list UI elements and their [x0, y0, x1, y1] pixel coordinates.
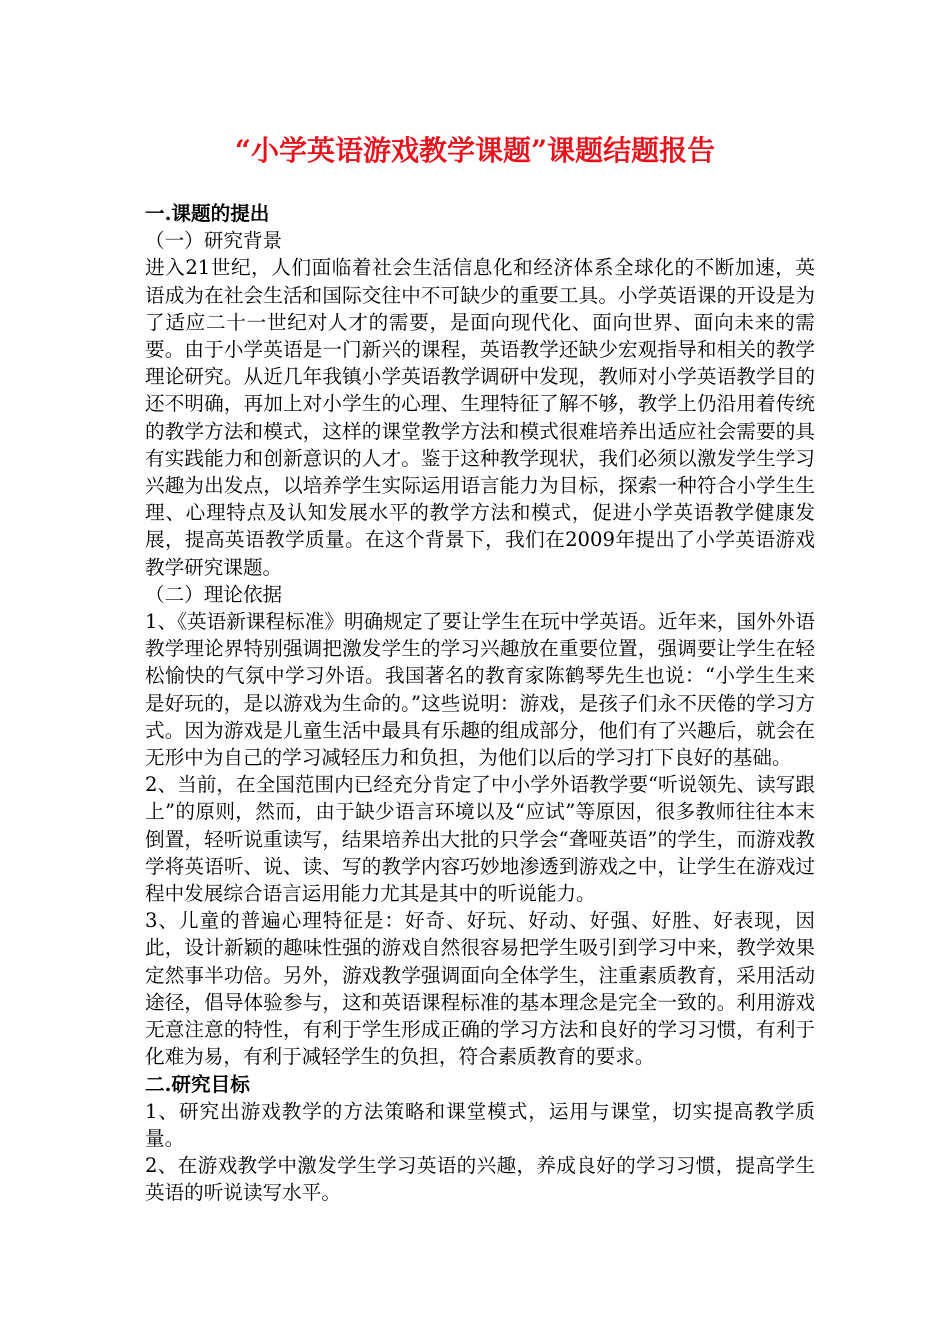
paragraph-goal-2: 2、在游戏教学中激发学生学习英语的兴趣，养成良好的学习习惯，提高学生英语的听说读写水平。 — [145, 1154, 815, 1205]
document-title: “小学英语游戏教学课题”课题结题报告 — [234, 134, 716, 167]
paragraph-goal-1: 1、研究出游戏教学的方法策略和课堂模式，运用与课堂，切实提高教学质量。 — [145, 1099, 815, 1150]
subsection-heading-theory: （二）理论依据 — [145, 582, 283, 606]
paragraph-background: 进入21世纪，人们面临着社会生活信息化和经济体系全球化的不断加速，英语成为在社会生活和国际交往中不可缺少的重要工具。小学英语课的开设是为了适应二十一世纪对人才的需要，是面向现代化、面向世界、面向未来的需要。由于小学英语是一门新兴的课程，英语教学还缺少宏观指导和相关的教学理论研究。从近几年我镇小学英语教学调研中发现，教师对小学英语教学目的还不明确，再加上对小学生的心理、生理特征了解不够，教学上仍沿用着传统的教学方法和模式，这样的课堂教学方法和模式很难培养出适应社会需要的具有实践能力和创新意识的人才。鉴于这种教学现状，我们必须以激发学生学习兴趣为出发点，以培养学生实际运用语言能力为目标，探索一种符合小学生生理、心理特点及认知发展水平的教学方法和模式，促进小学英语教学健康发展，提高英语教学质量。在这个背景下，我们在2009年提出了小学英语游戏教学研究课题。 — [145, 256, 815, 579]
paragraph-theory-1: 1、《英语新课程标准》明确规定了要让学生在玩中学英语。近年来，国外外语教学理论界特别强调把激发学生的学习兴趣放在重要位置，强调要让学生在轻松愉快的气氛中学习外语。我国著名的教育家陈鹤琴先生也说：“小学生生来是好玩的，是以游戏为生命的。”这些说明：游戏，是孩子们永不厌倦的学习方式。因为游戏是儿童生活中最具有乐趣的组成部分，他们有了兴趣后，就会在无形中为自己的学习减轻压力和负担，为他们以后的学习打下良好的基础。 — [145, 610, 815, 770]
section-heading-2: 二.研究目标 — [145, 1072, 250, 1096]
paragraph-theory-3: 3、儿童的普遍心理特征是：好奇、好玩、好动、好强、好胜、好表现，因此，设计新颖的趣味性强的游戏自然很容易把学生吸引到学习中来，教学效果定然事半功倍。另外，游戏教学强调面向全体学生，注重素质教育，采用活动途径，倡导体验参与，这和英语课程标准的基本理念是完全一致的。利用游戏无意注意的特性，有利于学生形成正确的学习方法和良好的学习习惯，有利于化难为易，有利于减轻学生的负担，符合素质教育的要求。 — [145, 909, 815, 1069]
paragraph-theory-2: 2、当前，在全国范围内已经充分肯定了中小学外语教学要“听说领先、读写跟上”的原则，然而，由于缺少语言环境以及“应试”等原因，很多教师往往本末倒置，轻听说重读写，结果培养出大批的只学会“聋哑英语”的学生，而游戏教学将英语听、说、读、写的教学内容巧妙地渗透到游戏之中，让学生在游戏过程中发展综合语言运用能力尤其是其中的听说能力。 — [145, 773, 815, 906]
section-heading-1: 一.课题的提出 — [145, 202, 270, 225]
document-body — [145, 200, 815, 1207]
subsection-heading-background: （一）研究背景 — [145, 229, 283, 253]
